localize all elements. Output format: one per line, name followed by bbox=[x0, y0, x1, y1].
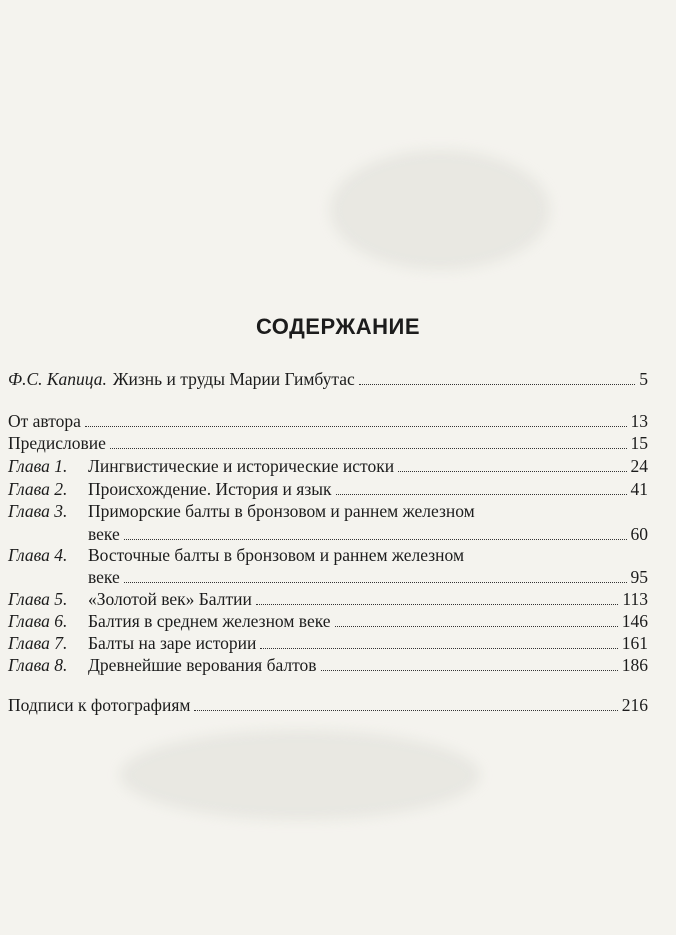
toc-title: От автора bbox=[8, 411, 81, 431]
toc-page-number: 161 bbox=[621, 633, 648, 653]
toc-title: Древнейшие верования балтов bbox=[88, 655, 317, 675]
toc-title: Балты на заре истории bbox=[88, 633, 257, 653]
toc-page-number: 113 bbox=[622, 589, 648, 609]
toc-title: Предисловие bbox=[8, 433, 106, 453]
toc-title: Балтия в среднем железном веке bbox=[88, 611, 331, 631]
toc-chapter-label: Глава 4. bbox=[8, 545, 68, 565]
toc-chapter-label: Глава 8. bbox=[8, 655, 68, 675]
toc-page-number: 5 bbox=[639, 369, 648, 389]
toc-chapter-label: Глава 7. bbox=[8, 633, 68, 653]
toc-title: Лингвистические и исторические истоки bbox=[88, 456, 395, 476]
toc-title: Жизнь и труды Марии Гимбутас bbox=[112, 369, 355, 389]
toc-page-number: 95 bbox=[630, 567, 648, 587]
dot-leader bbox=[398, 470, 626, 472]
dot-leader bbox=[110, 447, 627, 449]
toc-title: Приморские балты в бронзовом и раннем железном bbox=[88, 501, 475, 521]
toc-chapter-label: Глава 2. bbox=[8, 479, 68, 499]
toc-entry-intro[interactable] bbox=[8, 369, 648, 390]
toc-chapter-label: Глава 3. bbox=[8, 501, 68, 521]
page-title: СОДЕРЖАНИЕ bbox=[255, 314, 421, 339]
toc-page-number: 13 bbox=[630, 411, 648, 431]
toc-title-cont: веке bbox=[88, 524, 120, 544]
dot-leader bbox=[359, 383, 635, 385]
toc-entry-chapter-4-cont[interactable] bbox=[8, 567, 648, 588]
toc-entry-chapter-7[interactable] bbox=[8, 633, 648, 654]
toc-chapter-label: Глава 5. bbox=[8, 589, 68, 609]
toc-entry-chapter-1[interactable] bbox=[8, 456, 648, 477]
toc-entry-chapter-2[interactable] bbox=[8, 479, 648, 500]
toc-entry-chapter-3-cont[interactable] bbox=[8, 524, 648, 545]
dot-leader bbox=[124, 538, 627, 540]
paper-smudge bbox=[120, 730, 480, 820]
toc-title: «Золотой век» Балтии bbox=[88, 589, 252, 609]
toc-chapter-label: Глава 6. bbox=[8, 611, 68, 631]
toc-page-number: 15 bbox=[630, 433, 648, 453]
toc-title: Восточные балты в бронзовом и раннем железном bbox=[88, 545, 465, 565]
toc-entry-photo-captions[interactable] bbox=[8, 695, 648, 716]
toc-chapter-label: Глава 1. bbox=[8, 456, 68, 476]
dot-leader bbox=[124, 581, 627, 583]
toc-page-number: 24 bbox=[630, 456, 648, 476]
dot-leader bbox=[335, 625, 618, 627]
toc-page-number: 60 bbox=[630, 524, 648, 544]
toc-title: Подписи к фотографиям bbox=[8, 695, 191, 715]
toc-page-number: 41 bbox=[630, 479, 648, 499]
toc-entry-chapter-3[interactable] bbox=[8, 501, 648, 522]
dot-leader bbox=[321, 669, 618, 671]
paper-smudge bbox=[330, 150, 550, 270]
dot-leader bbox=[336, 493, 627, 495]
toc-page-number: 186 bbox=[621, 655, 648, 675]
toc-author: Ф.С. Капица. bbox=[8, 369, 107, 389]
dot-leader bbox=[256, 603, 619, 605]
toc-entry-chapter-8[interactable] bbox=[8, 655, 648, 676]
toc-title: Происхождение. История и язык bbox=[88, 479, 332, 499]
toc-entry-from-author[interactable] bbox=[8, 411, 648, 432]
toc-page-number: 216 bbox=[621, 695, 648, 715]
dot-leader bbox=[260, 647, 617, 649]
toc-entry-chapter-5[interactable] bbox=[8, 589, 648, 610]
dot-leader bbox=[85, 425, 627, 427]
toc-page-number: 146 bbox=[621, 611, 648, 631]
toc-entry-preface[interactable] bbox=[8, 433, 648, 454]
toc-entry-chapter-4[interactable] bbox=[8, 545, 648, 566]
toc-entry-chapter-6[interactable] bbox=[8, 611, 648, 632]
dot-leader bbox=[194, 709, 617, 711]
toc-title-cont: веке bbox=[88, 567, 120, 587]
